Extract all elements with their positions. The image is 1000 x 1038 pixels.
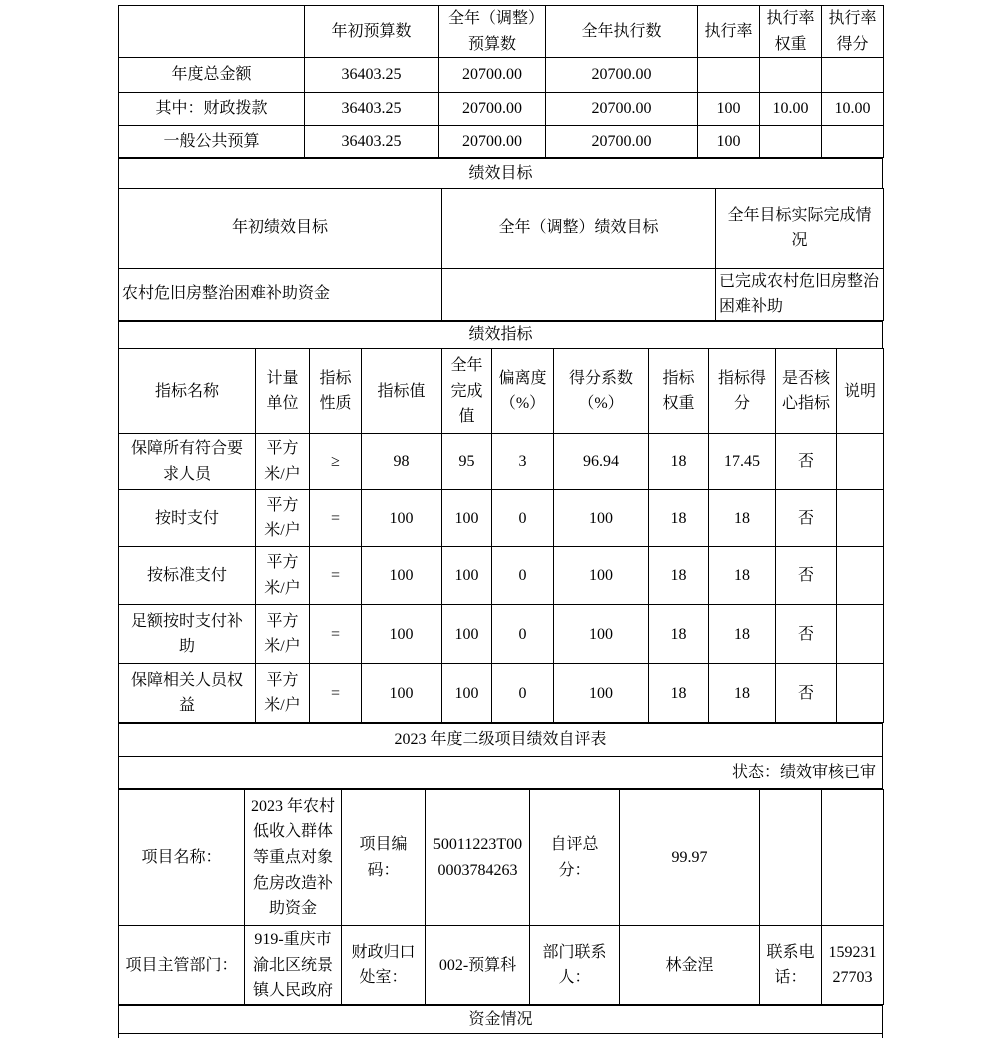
project-name-value: 2023 年农村低收入群体等重点对象危房改造补助资金 (245, 790, 342, 926)
ind-completed: 100 (442, 490, 492, 547)
project-code-label: 项目编码： (342, 790, 426, 926)
ind-deviation: 0 (492, 490, 554, 547)
ind-target: 98 (362, 434, 442, 490)
project-dept-row (119, 926, 884, 1005)
row-label: 其中：财政拨款 (119, 93, 305, 126)
cell-initial: 36403.25 (305, 126, 439, 158)
ind-core: 否 (776, 547, 837, 605)
performance-report-document (118, 6, 883, 1038)
goal-adjusted-value (442, 268, 716, 320)
ind-note (837, 434, 884, 490)
cell-adjusted: 20700.00 (439, 93, 546, 126)
ind-header-deviation: 偏离度（%） (492, 349, 554, 434)
ind-name: 足额按时支付补助 (119, 605, 256, 664)
indicator-row (119, 664, 884, 723)
indicators-section-header (118, 320, 883, 350)
ind-score: 18 (709, 490, 776, 547)
budget-header-initial: 年初预算数 (305, 6, 439, 58)
ind-score: 17.45 (709, 434, 776, 490)
goal-header-actual: 全年目标实际完成情况 (716, 188, 884, 268)
cell-rate (698, 58, 760, 93)
goals-section-header (118, 157, 883, 189)
project-name-label: 项目名称： (119, 790, 245, 926)
contact-value: 林金涅 (620, 926, 760, 1005)
office-label: 财政归口处室： (342, 926, 426, 1005)
goal-actual-value: 已完成农村危旧房整治困难补助 (716, 268, 884, 320)
goals-section-title: 绩效目标 (119, 158, 883, 188)
indicator-row (119, 490, 884, 547)
ind-name: 按时支付 (119, 490, 256, 547)
ind-nature: = (310, 490, 362, 547)
ind-header-coef: 得分系数（%） (554, 349, 649, 434)
ind-header-score: 指标得分 (709, 349, 776, 434)
project-code-value: 50011223T000003784263 (426, 790, 530, 926)
ind-name: 保障所有符合要求人员 (119, 434, 256, 490)
funds-section-title: 资金情况 (119, 1005, 883, 1033)
ind-header-note: 说明 (837, 349, 884, 434)
ind-header-core: 是否核心指标 (776, 349, 837, 434)
ind-note (837, 490, 884, 547)
ind-header-weight: 指标权重 (649, 349, 709, 434)
ind-note (837, 547, 884, 605)
budget-row-fiscal (119, 93, 884, 126)
ind-score: 18 (709, 547, 776, 605)
empty-cell (760, 790, 822, 926)
ind-core: 否 (776, 490, 837, 547)
ind-header-completed: 全年完成值 (442, 349, 492, 434)
ind-weight: 18 (649, 605, 709, 664)
budget-header-executed: 全年执行数 (546, 6, 698, 58)
ind-weight: 18 (649, 434, 709, 490)
ind-deviation: 0 (492, 605, 554, 664)
budget-execution-table (118, 5, 884, 158)
ind-completed: 100 (442, 547, 492, 605)
ind-nature: = (310, 664, 362, 723)
ind-coef: 100 (554, 490, 649, 547)
cell-executed: 20700.00 (546, 126, 698, 158)
budget-header-adjusted: 全年（调整）预算数 (439, 6, 546, 58)
cell-adjusted: 20700.00 (439, 58, 546, 93)
indicator-row (119, 547, 884, 605)
cell-executed: 20700.00 (546, 93, 698, 126)
ind-unit: 平方米/户 (256, 490, 310, 547)
indicators-header-row (119, 349, 884, 434)
budget-header-row (119, 6, 884, 58)
cell-rate: 100 (698, 126, 760, 158)
status-text: 状态：绩效审核已审 (119, 756, 883, 789)
dept-label: 项目主管部门： (119, 926, 245, 1005)
cell-rate-score (822, 58, 884, 93)
phone-label: 联系电话： (760, 926, 822, 1005)
ind-weight: 18 (649, 490, 709, 547)
cell-rate-score: 10.00 (822, 93, 884, 126)
goals-table (118, 188, 884, 321)
self-eval-title-row (118, 722, 883, 757)
next-row-partial (118, 1033, 883, 1038)
ind-completed: 100 (442, 605, 492, 664)
cell-rate-weight (760, 126, 822, 158)
ind-coef: 100 (554, 664, 649, 723)
project-info-table (118, 789, 884, 1005)
cell-initial: 36403.25 (305, 93, 439, 126)
ind-unit: 平方米/户 (256, 664, 310, 723)
budget-header-rate-score: 执行率得分 (822, 6, 884, 58)
self-score-label: 自评总分： (530, 790, 620, 926)
cell-rate: 100 (698, 93, 760, 126)
ind-target: 100 (362, 605, 442, 664)
budget-row-total (119, 58, 884, 93)
row-label: 一般公共预算 (119, 126, 305, 158)
self-score-value: 99.97 (620, 790, 760, 926)
ind-score: 18 (709, 605, 776, 664)
indicators-table (118, 348, 884, 723)
ind-target: 100 (362, 490, 442, 547)
ind-note (837, 605, 884, 664)
goals-header-row (119, 188, 884, 268)
budget-header-blank (119, 6, 305, 58)
self-eval-status-row (118, 756, 883, 791)
ind-header-unit: 计量单位 (256, 349, 310, 434)
ind-completed: 95 (442, 434, 492, 490)
ind-nature: = (310, 605, 362, 664)
ind-core: 否 (776, 605, 837, 664)
ind-unit: 平方米/户 (256, 605, 310, 664)
self-eval-title: 2023 年度二级项目绩效自评表 (119, 723, 883, 756)
ind-deviation: 0 (492, 664, 554, 723)
ind-coef: 100 (554, 547, 649, 605)
empty-cell (822, 790, 884, 926)
budget-header-rate-weight: 执行率权重 (760, 6, 822, 58)
budget-header-rate: 执行率 (698, 6, 760, 58)
office-value: 002-预算科 (426, 926, 530, 1005)
ind-core: 否 (776, 664, 837, 723)
funds-section-header (118, 1004, 883, 1034)
ind-score: 18 (709, 664, 776, 723)
indicator-row (119, 605, 884, 664)
cell-rate-score (822, 126, 884, 158)
ind-target: 100 (362, 664, 442, 723)
ind-name: 按标准支付 (119, 547, 256, 605)
cell-rate-weight (760, 58, 822, 93)
ind-target: 100 (362, 547, 442, 605)
indicator-row (119, 434, 884, 490)
goal-header-initial: 年初绩效目标 (119, 188, 442, 268)
ind-unit: 平方米/户 (256, 547, 310, 605)
ind-header-target: 指标值 (362, 349, 442, 434)
ind-header-name: 指标名称 (119, 349, 256, 434)
goal-header-adjusted: 全年（调整）绩效目标 (442, 188, 716, 268)
ind-deviation: 0 (492, 547, 554, 605)
ind-nature: ≥ (310, 434, 362, 490)
project-name-row (119, 790, 884, 926)
ind-core: 否 (776, 434, 837, 490)
ind-header-nature: 指标性质 (310, 349, 362, 434)
ind-deviation: 3 (492, 434, 554, 490)
budget-row-public (119, 126, 884, 158)
phone-value: 15923127703 (822, 926, 884, 1005)
ind-nature: = (310, 547, 362, 605)
cell-executed: 20700.00 (546, 58, 698, 93)
goal-initial-value: 农村危旧房整治困难补助资金 (119, 268, 442, 320)
indicators-section-title: 绩效指标 (119, 321, 883, 349)
cell-initial: 36403.25 (305, 58, 439, 93)
cell-rate-weight: 10.00 (760, 93, 822, 126)
ind-coef: 96.94 (554, 434, 649, 490)
cell-adjusted: 20700.00 (439, 126, 546, 158)
ind-note (837, 664, 884, 723)
goals-content-row (119, 268, 884, 320)
row-label: 年度总金额 (119, 58, 305, 93)
dept-value: 919-重庆市渝北区统景镇人民政府 (245, 926, 342, 1005)
ind-coef: 100 (554, 605, 649, 664)
ind-name: 保障相关人员权益 (119, 664, 256, 723)
ind-weight: 18 (649, 664, 709, 723)
contact-label: 部门联系人： (530, 926, 620, 1005)
ind-unit: 平方米/户 (256, 434, 310, 490)
ind-completed: 100 (442, 664, 492, 723)
ind-weight: 18 (649, 547, 709, 605)
